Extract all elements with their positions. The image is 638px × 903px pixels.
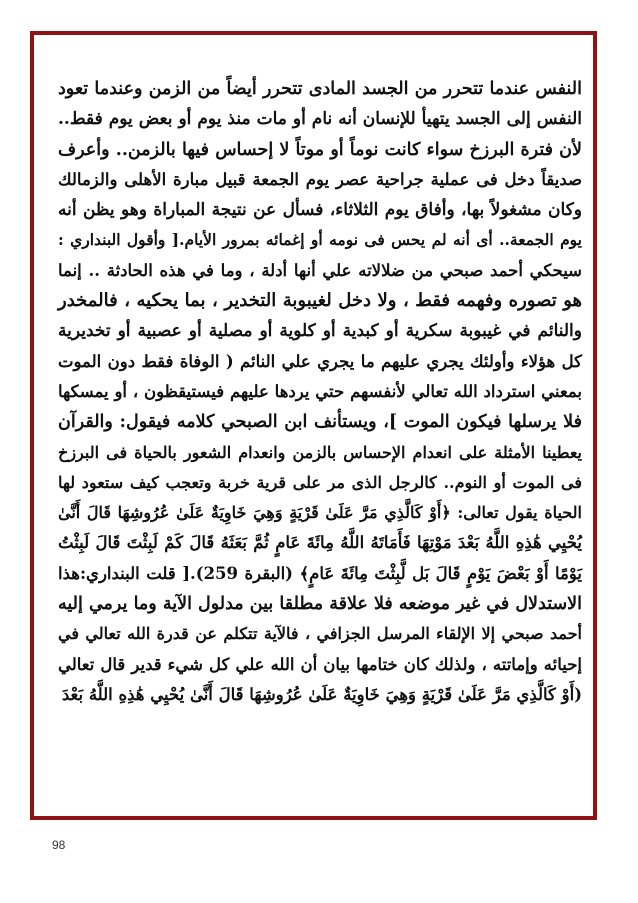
text-line: كل هؤلاء وأولئك يجري عليهم ما يجري علي النائم ( الوفاة فقط دون الموت xyxy=(58,351,582,371)
text-line: الاستدلال في غير موضعه فلا علاقة مطلقا بين مدلول الآية وما يرمي إليه xyxy=(58,594,582,615)
text-line: لأن فترة البرزخ سواء كانت نوماً أو موتاً لا إحساس فيها بالزمن.. وأعرف xyxy=(58,139,582,160)
text-line: وكان مشغولاً بها، وأفاق يوم الثلاثاء، فسأل عن نتيجة المباراة وهو يظن أنه xyxy=(58,200,582,221)
text-line: صديقاً دخل فى عملية جراحية عصر يوم الجمعة قبيل مبارة الأهلى والزمالك xyxy=(58,169,582,189)
text-line: بمعني استرداد الله تعالي لأنفسهم حتي يردها عليهم فيستيقظون ، أو يمسكها xyxy=(58,381,582,401)
text-line: والنائم في غيبوبة سكرية أو كبدية أو كلوية أو مصلية أو عصبية أو تخديرية xyxy=(58,321,582,342)
text-line: النفس إلى الجسد يتهيأ للإنسان أنه نام أو مات منذ يوم أو بعض يوم فقط.. xyxy=(58,109,582,130)
text-line: سيحكي أحمد صبحي من ضلالاته علي أنها أدلة ، وما في هذه الحادثة .. إنما xyxy=(58,260,582,280)
text-line: يوم الجمعة.. أى أنه لم يحس فى نومه أو إغمائه بمرور الأيام.[ وأقول البنداري : xyxy=(58,230,582,250)
text-line: يعطينا الأمثلة على انعدام الإحساس بالزمن وانعدام الشعور بالحياة فى البرزخ xyxy=(58,442,583,462)
quran-verse-line: (أَوْ كَالَّذِي مَرَّ عَلَىٰ قَرْيَةٍ وَهِيَ خَاوِيَةٌ عَلَىٰ عُرُوشِهَا قَالَ أَنَّىٰ يُحْيِي هَٰذِهِ اللَّهُ بَعْدَ xyxy=(61,684,582,704)
text-line: هو تصوره وفهمه فقط ، ولا دخل لغيبوبة التخدير ، بما يحكيه ، فالمخدر xyxy=(58,290,582,312)
quran-verse-line: يَوْمًا أَوْ بَعْضَ يَوْمٍ قَالَ بَل لَّبِثْتَ مِائَةَ عَامٍ﴾ (البقرة 259).[ قلت البنداري:هذا xyxy=(58,563,583,583)
text-line: أحمد صبحي إلا الإلقاء المرسل الجزافي ، فالآية تتكلم عن قدرة الله تعالي في xyxy=(58,624,582,644)
quran-verse-line: يُحْيِي هَٰذِهِ اللَّهُ بَعْدَ مَوْتِهَا فَأَمَاتَهُ اللَّهُ مِائَةَ عَامٍ ثُمَّ بَعَثَهُ قَالَ كَمْ لَبِثْتَ قَالَ لَبِثْتُ xyxy=(58,533,582,553)
quran-verse-line: الحياة يقول تعالى: ﴿أَوْ كَالَّذِي مَرَّ عَلَىٰ قَرْيَةٍ وَهِيَ خَاوِيَةٌ عَلَىٰ عُرُوشِهَا قَالَ أَنَّىٰ xyxy=(58,503,582,523)
text-line: فى الموت أو النوم.. كالرجل الذى مر على قرية خربة وتعجب كيف ستعود لها xyxy=(58,472,583,492)
text-line: النفس عندما تتحرر من الجسد المادى تتحرر أيضاً من الزمن وعندما تعود xyxy=(58,79,582,99)
text-line: فلا يرسلها فيكون الموت ]، ويستأنف ابن الصبحي كلامه فيقول: والقرآن xyxy=(58,412,582,433)
page-number: 98 xyxy=(52,838,66,852)
body-text xyxy=(58,74,582,710)
text-line: إحيائه وإماتته ، ولذلك كان ختامها بيان أن الله علي كل شيء قدير قال تعالي xyxy=(58,654,582,674)
